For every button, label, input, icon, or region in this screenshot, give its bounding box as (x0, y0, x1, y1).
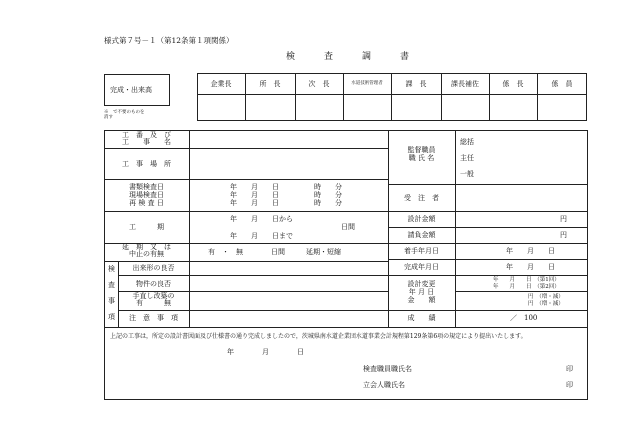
approval-header-suido: 水道技術管理者 (351, 81, 383, 86)
form-number: 様式第７号－１（第12条第１項関係） (104, 36, 234, 45)
completion-label[interactable]: 完成・出来高 (110, 86, 152, 94)
henko-date-1[interactable]: 年 月 日 （第1回） (493, 277, 560, 283)
kantoku-shunin[interactable]: 主任 (460, 154, 474, 162)
declaration-date[interactable]: 年 月 日 (227, 348, 304, 356)
label-dekigata: 出来形の良否 (132, 264, 175, 272)
approval-header-kigyocho: 企業長 (210, 80, 232, 88)
label-koki: 工 期 (129, 223, 164, 231)
label-enki: 延 期 又 は 中止の有無 (122, 243, 171, 258)
approval-header-kacho: 課 長 (405, 80, 427, 88)
label-chakushu: 着手年月日 (404, 247, 439, 255)
label-kensa-dates: 書類検査日 現場検査日 再 検 査 日 (129, 183, 164, 207)
koki-days[interactable]: 日間 (341, 223, 355, 231)
label-ukeoi-kingaku: 請負金額 (407, 231, 436, 239)
completion-note: ※ で不要のものを 消す (104, 110, 145, 120)
label-koji-basho: 工 事 場 所 (122, 160, 171, 168)
koki-to[interactable]: 年 月 日まで (230, 232, 293, 240)
label-seiseki: 成 績 (407, 314, 436, 322)
label-tenaoshi: 手直し改築の 有 無 (132, 292, 175, 307)
kensa-date-2[interactable]: 年 月 日 時 分 (230, 191, 342, 199)
koki-from[interactable]: 年 月 日から (230, 215, 293, 223)
seiseki-value[interactable]: ／ 100 (510, 314, 538, 322)
kensa-date-3[interactable]: 年 月 日 時 分 (230, 199, 342, 207)
approval-header-jicho: 次 長 (308, 80, 330, 88)
side-ji: 事 (108, 297, 115, 305)
kansei-date[interactable]: 年 月 日 (506, 263, 555, 271)
approval-header-hosa: 課長補佐 (451, 80, 479, 88)
kantoku-sokatsu[interactable]: 総括 (460, 138, 474, 146)
approval-header-shocho: 所 長 (259, 80, 281, 88)
approval-header-kakaricho: 係 長 (502, 80, 524, 88)
kantoku-ippan[interactable]: 一般 (460, 170, 474, 178)
ukeoi-yen[interactable]: 円 (560, 231, 567, 239)
inspector-label: 検査職員職氏名 (363, 365, 412, 373)
kensa-date-1[interactable]: 年 月 日 時 分 (230, 183, 342, 191)
henko-date-2[interactable]: 年 月 日 （第2回） (493, 284, 560, 290)
label-sekkei-kingaku: 設計金額 (407, 215, 436, 223)
label-chui: 注 意 事 項 (129, 314, 178, 322)
side-ken: 検 (108, 265, 115, 273)
sekkei-yen[interactable]: 円 (560, 215, 567, 223)
page-title: 検 査 調 書 (286, 52, 420, 62)
witness-label: 立会人職氏名 (363, 381, 405, 389)
enki-value[interactable]: 有 ・ 無 日間 延期・短縮 (208, 248, 341, 256)
label-jutyusha: 受 注 者 (404, 194, 439, 202)
declaration-text: 上記の工事は，所定の設計書図面及び仕様書の通り完成しましたので，茨城県南水道企業団水道事業会計規程第129条第6項の規定により提出いたします。 (110, 333, 527, 340)
side-ko: 項 (108, 313, 115, 321)
label-kansei: 完成年月日 (404, 263, 439, 271)
label-sekkei-henko: 設計変更 年 月 日 金 額 (407, 280, 436, 304)
label-buken: 物件の良否 (136, 280, 171, 288)
approval-header-kakariin: 係 員 (551, 80, 573, 88)
label-kantoku: 監督職員 職 氏 名 (407, 146, 436, 162)
side-sa: 査 (108, 281, 115, 289)
henko-zogen-2[interactable]: 円 （増・減） (528, 301, 564, 307)
henko-zogen-1[interactable]: 円 （増・減） (528, 294, 564, 300)
chakushu-date[interactable]: 年 月 日 (506, 247, 555, 255)
witness-seal: 印 (566, 381, 573, 389)
inspector-seal: 印 (566, 365, 573, 373)
label-koji-name: 工 番 及 び 工 事 名 (122, 131, 171, 146)
